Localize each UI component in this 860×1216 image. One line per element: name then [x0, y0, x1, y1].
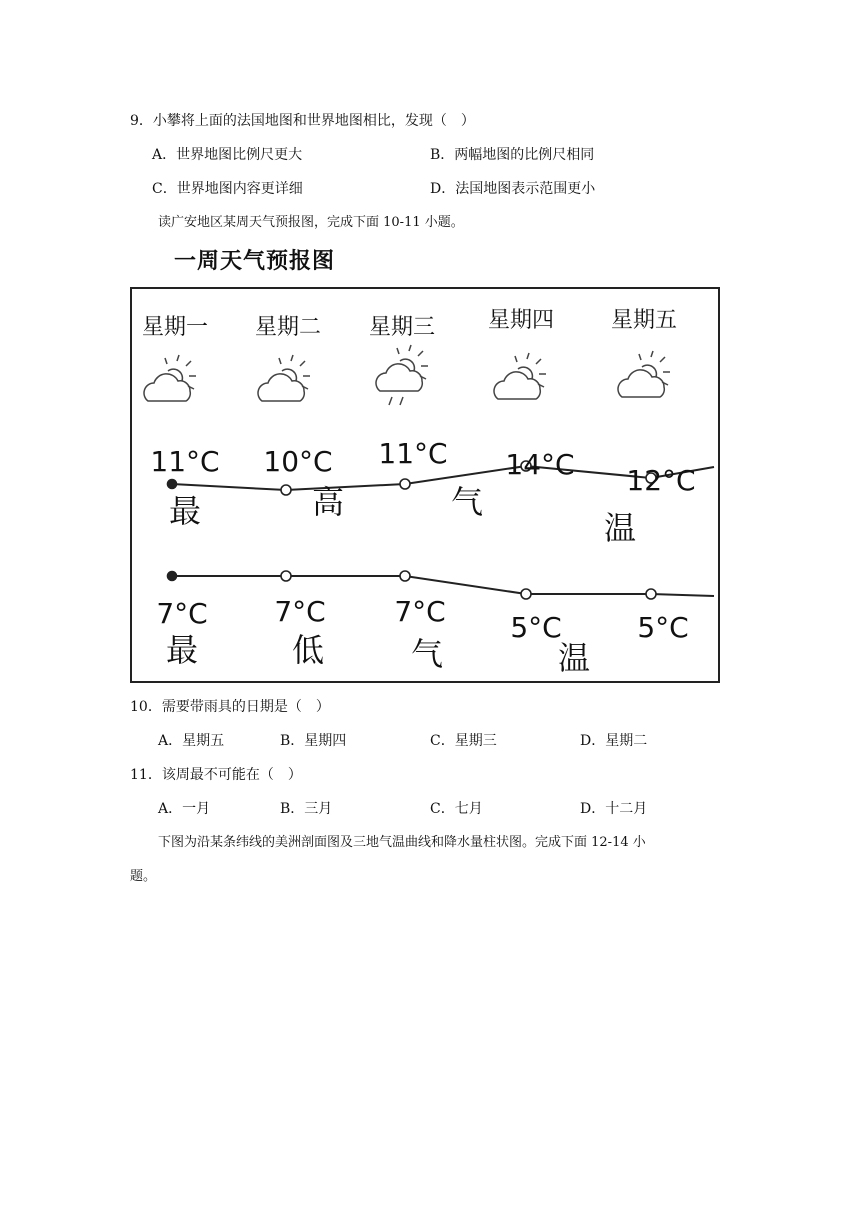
- high-temp-point: [400, 479, 410, 489]
- low-temp-point: [168, 572, 177, 581]
- low-temp-point: [281, 571, 291, 581]
- q9-stem: 9．小攀将上面的法国地图和世界地图相比，发现（ ）: [130, 113, 475, 129]
- day-label: 星期四: [487, 308, 555, 333]
- q11-stem: 11．该周最不可能在（ ）: [130, 767, 302, 783]
- q9-option-c[interactable]: C．世界地图内容更详细: [152, 181, 303, 197]
- low-temp-caption: 低: [291, 631, 325, 669]
- day-label: 星期三: [368, 315, 436, 340]
- high-temp-label: 10°C: [263, 445, 333, 478]
- high-temp-caption: 温: [603, 509, 637, 547]
- q9-option-b[interactable]: B．两幅地图的比例尺相同: [430, 147, 595, 163]
- day-label: 星期二: [254, 315, 322, 340]
- high-temp-caption: 最: [168, 492, 202, 530]
- weather-forecast-chart: [130, 287, 720, 683]
- low-temp-label: 7°C: [274, 595, 326, 628]
- intro-12-14-line2: 题。: [130, 869, 157, 884]
- low-temp-label: 7°C: [156, 597, 208, 630]
- q10-option-a[interactable]: A．星期五: [158, 733, 225, 749]
- q10-option-d[interactable]: D．星期二: [580, 733, 648, 749]
- high-temp-label: 11°C: [150, 445, 220, 478]
- low-temp-label: 5°C: [510, 611, 562, 644]
- q11-option-a[interactable]: A．一月: [158, 801, 211, 817]
- q11-option-b[interactable]: B．三月: [280, 801, 333, 817]
- low-temp-label: 5°C: [637, 611, 689, 644]
- low-temp-caption: 最: [165, 631, 199, 669]
- low-temp-point: [521, 589, 531, 599]
- low-temp-caption: 气: [410, 635, 444, 673]
- q11-option-d[interactable]: D．十二月: [580, 801, 648, 817]
- high-temp-point: [281, 485, 291, 495]
- high-temp-label: 11°C: [378, 437, 448, 470]
- high-temp-label: 14°C: [505, 448, 575, 481]
- q9-option-a[interactable]: A．世界地图比例尺更大: [152, 147, 303, 163]
- day-label: 星期一: [141, 315, 209, 340]
- high-temp-caption: 高: [311, 483, 345, 521]
- low-temp-point: [646, 589, 656, 599]
- low-temp-point: [400, 571, 410, 581]
- figure-title: 一周天气预报图: [174, 249, 336, 274]
- q9-option-d[interactable]: D．法国地图表示范围更小: [430, 181, 596, 197]
- q10-option-b[interactable]: B．星期四: [280, 733, 347, 749]
- low-temp-label: 7°C: [394, 595, 446, 628]
- intro-12-14-line1: 下图为沿某条纬线的美洲剖面图及三地气温曲线和降水量柱状图。完成下面 12-14 小: [158, 835, 646, 850]
- high-temp-caption: 气: [450, 483, 484, 521]
- q11-option-c[interactable]: C．七月: [430, 801, 483, 817]
- high-temp-label: 12°C: [626, 464, 696, 497]
- day-label: 星期五: [610, 308, 678, 333]
- low-temp-caption: 温: [557, 639, 591, 677]
- q10-stem: 10．需要带雨具的日期是（ ）: [130, 699, 330, 715]
- q10-option-c[interactable]: C．星期三: [430, 733, 497, 749]
- intro-10-11: 读广安地区某周天气预报图，完成下面 10-11 小题。: [158, 215, 464, 230]
- high-temp-point: [168, 480, 177, 489]
